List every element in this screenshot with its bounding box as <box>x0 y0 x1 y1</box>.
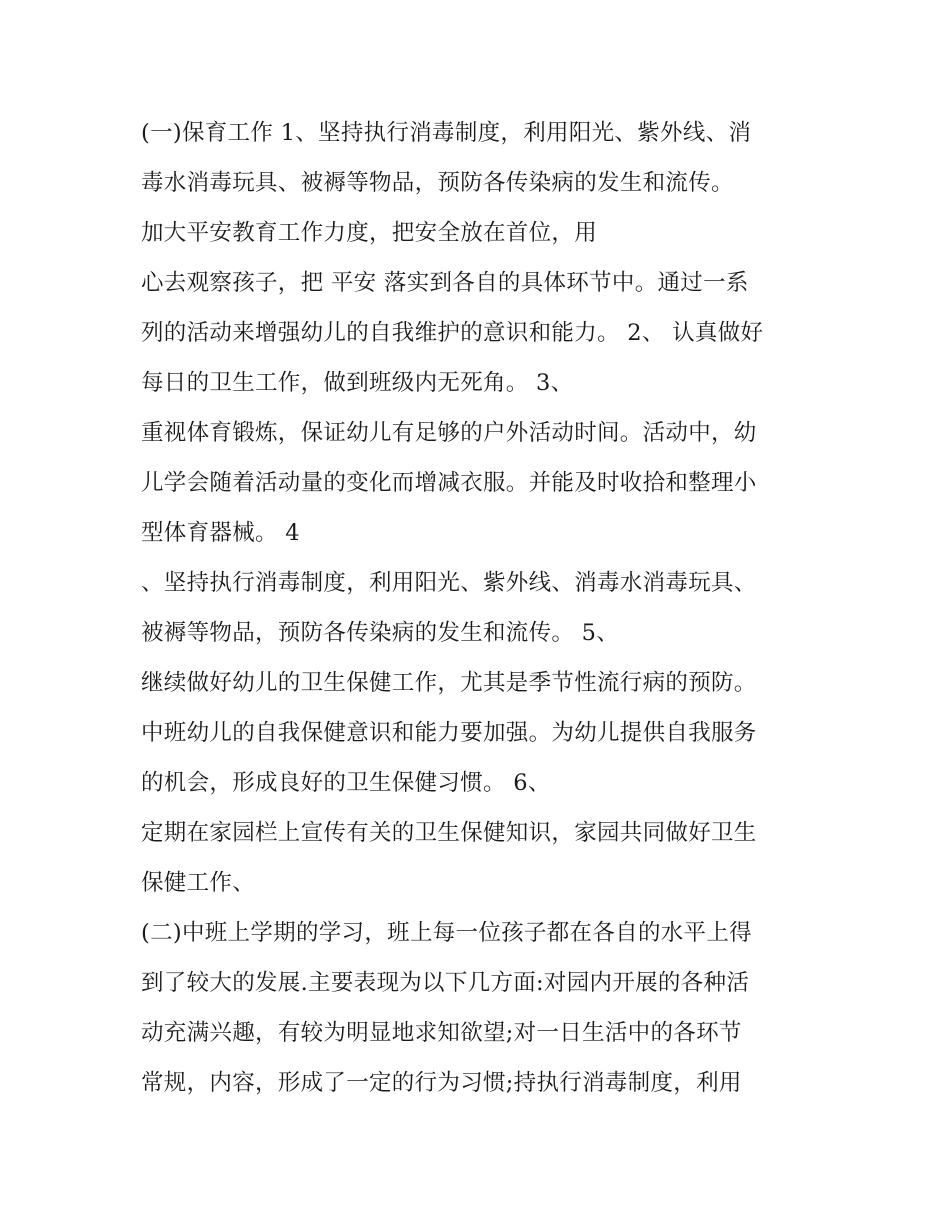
text-line: 中班幼儿的自我保健意识和能力要加强。为幼儿提供自我服务 <box>141 720 757 746</box>
text-line: 常规，内容，形成了一定的行为习惯;持执行消毒制度，利用 <box>141 1070 742 1096</box>
text-line: 毒水消毒玩具、被褥等物品，预防各传染病的发生和流传。 <box>141 170 734 196</box>
text-line: 被褥等物品，预防各传染病的发生和流传。 5、 <box>141 620 620 646</box>
text-line: 、坚持执行消毒制度，利用阳光、紫外线、消毒水消毒玩具、 <box>141 570 757 596</box>
document-body <box>141 108 821 1108</box>
text-line: 的机会，形成良好的卫生保健习惯。 6、 <box>141 770 551 796</box>
text-line: 继续做好幼儿的卫生保健工作，尤其是季节性流行病的预防。 <box>141 670 757 696</box>
text-line: 加大平安教育工作力度，把安全放在首位，用 <box>141 220 598 246</box>
text-line: 动充满兴趣，有较为明显地求知欲望;对一日生活中的各环节 <box>141 1020 742 1046</box>
text-line: 保健工作、 <box>141 870 256 896</box>
text-line: (二)中班上学期的学习，班上每一位孩子都在各自的水平上得 <box>141 920 752 946</box>
text-line: (一)保育工作 1、坚持执行消毒制度，利用阳光、紫外线、消 <box>141 120 752 146</box>
text-line: 每日的卫生工作，做到班级内无死角。 3、 <box>141 370 574 396</box>
text-line: 心去观察孩子，把 平安 落实到各自的具体环节中。通过一系 <box>141 270 749 296</box>
text-line: 型体育器械。 4 <box>141 520 300 546</box>
text-line: 重视体育锻炼，保证幼儿有足够的户外活动时间。活动中，幼 <box>141 420 757 446</box>
text-line: 到了较大的发展.主要表现为以下几方面:对园内开展的各种活 <box>141 970 750 996</box>
text-line: 列的活动来增强幼儿的自我维护的意识和能力。 2、 认真做好 <box>141 320 764 346</box>
text-line: 儿学会随着活动量的变化而增减衣服。并能及时收拾和整理小 <box>141 470 757 496</box>
text-line: 定期在家园栏上宣传有关的卫生保健知识，家园共同做好卫生 <box>141 820 757 846</box>
